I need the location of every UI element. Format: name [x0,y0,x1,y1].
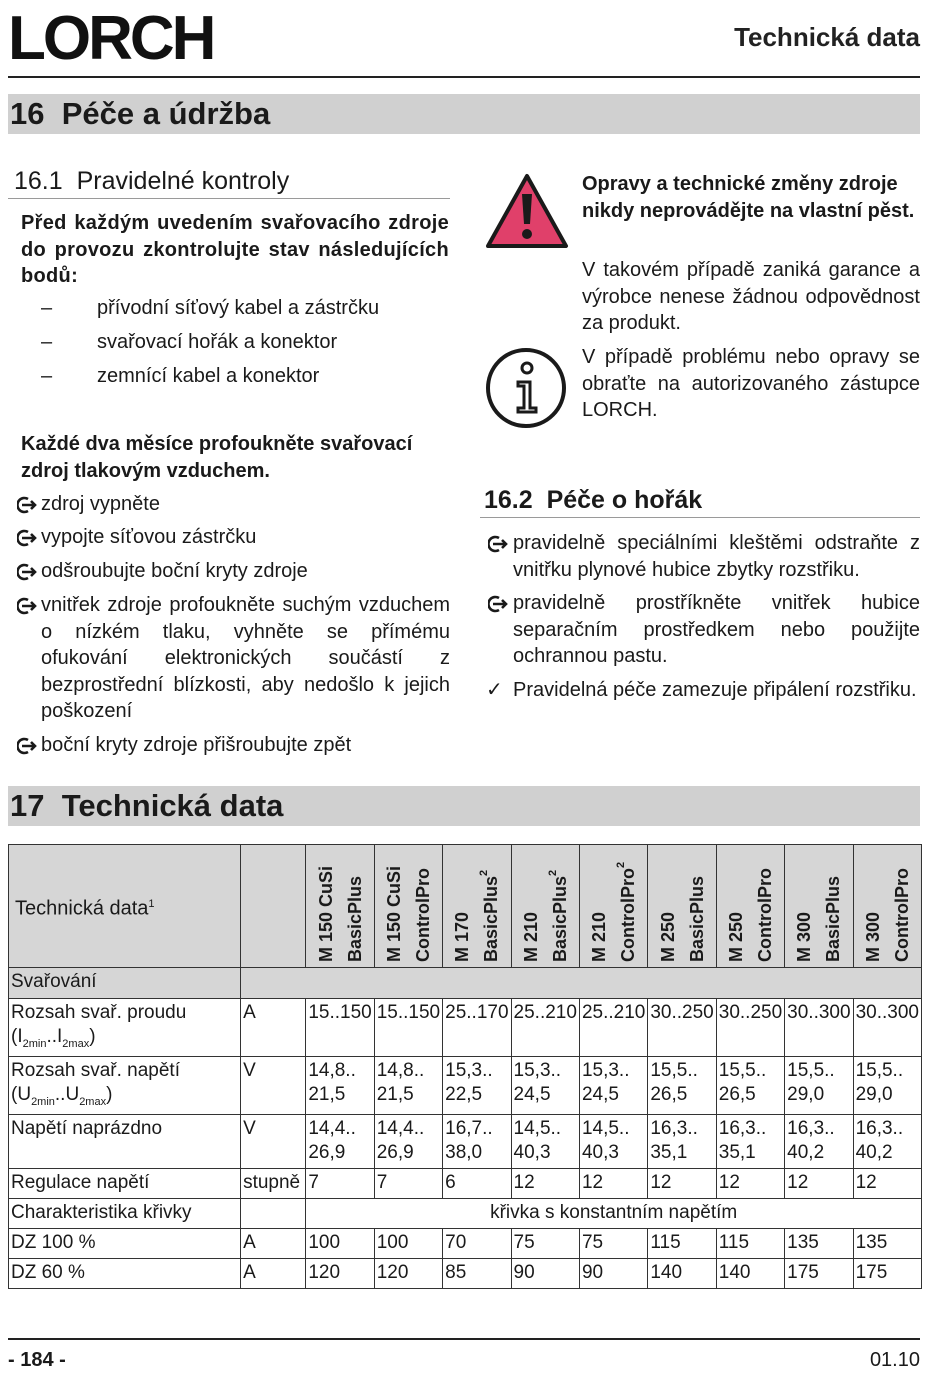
row-value: 15,3.. 24,5 [579,1056,647,1114]
row-value: 15,5.. 29,0 [785,1056,853,1114]
row-value: 16,3.. 35,1 [716,1114,784,1168]
row-value: 12 [716,1168,784,1198]
table-row [9,1228,922,1258]
model-header: M 250 BasicPlus [648,845,716,968]
row-value: 140 [648,1258,716,1288]
model-header: M 150 CuSi ControlPro [374,845,442,968]
row-label: Regulace napětí [9,1168,241,1198]
row-value: 16,7.. 38,0 [443,1114,511,1168]
model-header: M 300 ControlPro [853,845,921,968]
row-unit: V [241,1114,306,1168]
row-value: 30..300 [785,999,853,1057]
row-label: Rozsah svař. napětí $(U_{2min}..U_{2max})$ [9,1056,241,1114]
warning-text: V takovém případě zaniká garance a výrobce nenese žádnou odpovědnost za produkt. [582,259,920,334]
row-value: 16,3.. 40,2 [853,1114,921,1168]
row-value: 120 [306,1258,374,1288]
row-value: 25..170 [443,999,511,1057]
care-step-text: pravidelně speciálními kleštěmi odstraňte z vnitřku plynové hubice zbytky rozstřiku. [513,532,920,581]
step-text: odšroubujte boční kryty zdroje [41,560,308,582]
step-text: boční kryty zdroje přišroubujte zpět [41,734,352,756]
row-value: 14,5.. 40,3 [511,1114,579,1168]
lorch-logo: LORCH [8,4,214,73]
row-value: 15,5.. 29,0 [853,1056,921,1114]
row-value: 175 [785,1258,853,1288]
section-17-heading: 17 Technická data [10,788,284,823]
table-header-unit [241,845,306,968]
row-value: 6 [443,1168,511,1198]
technical-data-table [8,844,922,1289]
header-rule [8,76,920,78]
row-unit [241,1198,306,1228]
row-value: 15..150 [374,999,442,1057]
row-value: 100 [374,1228,442,1258]
row-value: 15,3.. 24,5 [511,1056,579,1114]
row-value-span: křivka s konstantním napětím [306,1198,922,1228]
row-value: 15,5.. 26,5 [648,1056,716,1114]
warning-bold-text: Opravy a technické změny zdroje nikdy neprovádějte na vlastní pěst. [582,173,915,222]
section-16-2-rule [480,517,920,518]
table-body [9,999,922,1289]
table-row [9,999,922,1057]
row-unit: A [241,999,306,1057]
row-value: 25..210 [511,999,579,1057]
table-row [9,1198,922,1228]
row-value: 75 [511,1228,579,1258]
info-text: V případě problému nebo opravy se obraťte na autorizovaného zástupce LORCH. [582,346,920,421]
row-unit: A [241,1228,306,1258]
row-value: 90 [579,1258,647,1288]
row-unit: stupně [241,1168,306,1198]
row-label: DZ 100 % [9,1228,241,1258]
row-value: 90 [511,1258,579,1288]
step-text: zdroj vypněte [41,493,160,515]
table-row [9,1114,922,1168]
row-value: 100 [306,1228,374,1258]
row-label: Rozsah svař. proudu $(I_{2min}..I_{2max})$ [9,999,241,1057]
row-label: Napětí naprázdno [9,1114,241,1168]
step-text: vypojte síťovou zástrčku [41,526,257,548]
doc-version: 01.10 [869,1349,920,1371]
row-value: 75 [579,1228,647,1258]
row-value: 7 [374,1168,442,1198]
row-value: 7 [306,1168,374,1198]
table-row [9,1258,922,1288]
row-value: 15,5.. 26,5 [716,1056,784,1114]
page-number: - 184 - [8,1349,66,1371]
row-value: 30..300 [853,999,921,1057]
row-unit: A [241,1258,306,1288]
row-value: 85 [443,1258,511,1288]
footer-rule [8,1338,920,1340]
row-value: 30..250 [716,999,784,1057]
row-value: 25..210 [579,999,647,1057]
section-16-2-heading: 16.2 Péče o hořák [484,486,703,514]
table-header-label: Technická data$^1$ [9,845,241,968]
row-value: 115 [648,1228,716,1258]
table-group-row [9,968,922,999]
row-value: 12 [853,1168,921,1198]
row-value: 70 [443,1228,511,1258]
section-16-heading: 16 Péče a údržba [10,96,271,131]
row-value: 14,8.. 21,5 [374,1056,442,1114]
table-header-row [9,845,922,968]
row-value: 135 [785,1228,853,1258]
row-value: 175 [853,1258,921,1288]
row-value: 16,3.. 40,2 [785,1114,853,1168]
care-step-text: pravidelně prostříkněte vnitřek hubice separačním prostředkem nebo použijte ochrannou pastu. [513,592,920,667]
model-header: M 150 CuSi BasicPlus [306,845,374,968]
check-mark-icon: ✓ [486,679,503,701]
intro-text: Před každým uvedením svařovacího zdroje do provozu zkontrolujte stav následujících bodů: [21,212,449,287]
section-16-bar [8,94,920,134]
group-filler [241,968,922,999]
row-value: 14,4.. 26,9 [374,1114,442,1168]
row-value: 12 [511,1168,579,1198]
warning-triangle-icon [484,172,570,252]
info-icon [484,346,568,430]
group-label: Svařování [9,968,241,999]
row-value: 140 [716,1258,784,1288]
row-label: Charakteristika křivky [9,1198,241,1228]
row-value: 12 [785,1168,853,1198]
row-value: 14,5.. 40,3 [579,1114,647,1168]
row-value: 14,8.. 21,5 [306,1056,374,1114]
row-value: 16,3.. 35,1 [648,1114,716,1168]
row-value: 120 [374,1258,442,1288]
row-value: 115 [716,1228,784,1258]
model-header: M 250 ControlPro [716,845,784,968]
step-text: vnitřek zdroje profoukněte suchým vzduchem o nízkém tlaku, vyhněte se přímému ofukování elektronických součástí z bezprostřední blízkosti, aby nedošlo k jejich poškození [41,594,450,722]
row-label: DZ 60 % [9,1258,241,1288]
model-header: M 170 BasicPlus$^2$ [443,845,511,968]
header-section-title: Technická data [734,22,920,52]
row-value: 15,3.. 22,5 [443,1056,511,1114]
section-17-bar [8,786,920,826]
table-row [9,1168,922,1198]
row-value: 12 [648,1168,716,1198]
row-value: 15..150 [306,999,374,1057]
row-value: 135 [853,1228,921,1258]
row-value: 30..250 [648,999,716,1057]
care-result-text: Pravidelná péče zamezuje připálení rozstřiku. [513,679,917,701]
section-16-1-rule [8,198,450,199]
row-value: 14,4.. 26,9 [306,1114,374,1168]
row-value: 12 [579,1168,647,1198]
model-header: M 210 BasicPlus$^2$ [511,845,579,968]
section-16-1-heading: 16.1 Pravidelné kontroly [14,167,290,195]
interval-text: Každé dva měsíce profoukněte svařovací zdroj tlakovým vzduchem. [21,433,413,482]
row-unit: V [241,1056,306,1114]
model-header: M 300 BasicPlus [785,845,853,968]
table-row [9,1056,922,1114]
model-header: M 210 ControlPro$^2$ [579,845,647,968]
